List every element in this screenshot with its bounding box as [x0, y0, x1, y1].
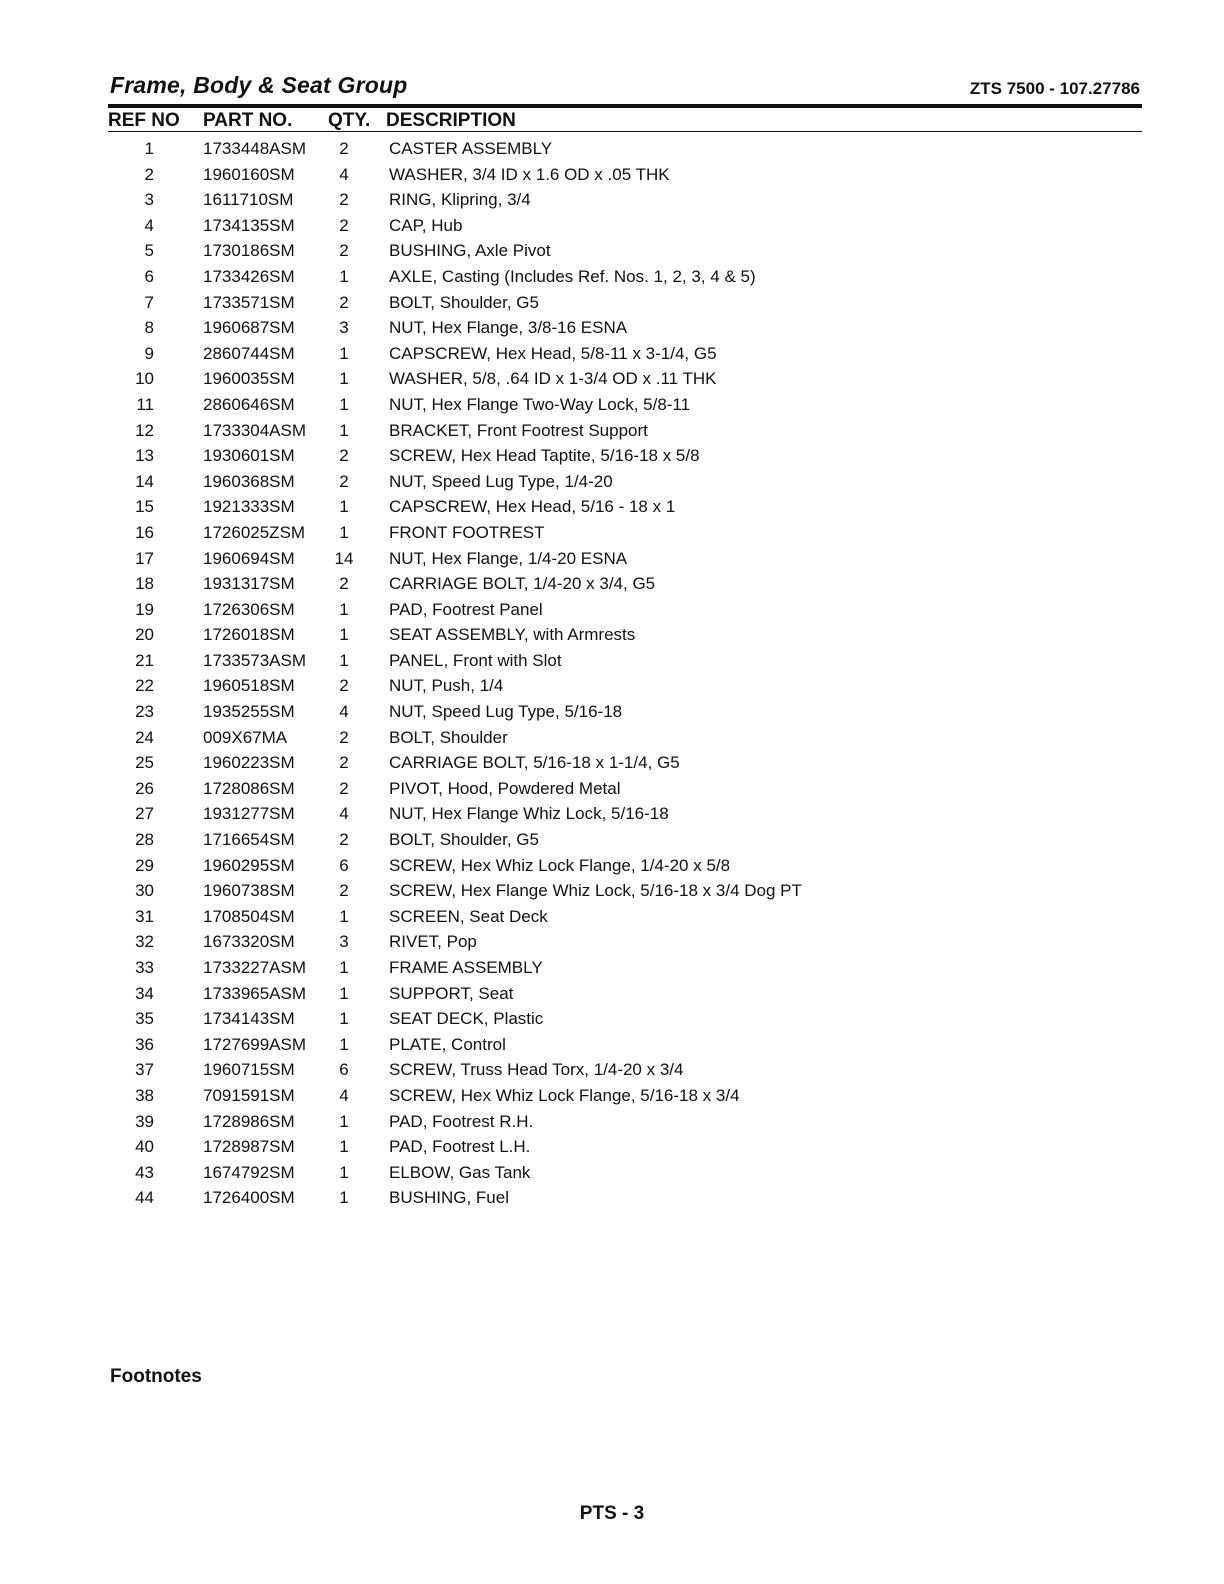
part-no-cell: 1726306SM	[203, 599, 295, 619]
table-row	[0, 546, 1224, 572]
ref-no-cell: 26	[135, 778, 154, 798]
ref-no-cell: 4	[144, 215, 154, 235]
qty-cell: 1	[339, 394, 349, 414]
ref-no-cell: 3	[144, 190, 154, 210]
ref-no-cell: 5	[144, 241, 154, 261]
ref-no-cell: 12	[135, 420, 154, 440]
description-cell: RING, Klipring, 3/4	[389, 190, 531, 210]
ref-no-cell: 39	[135, 1111, 154, 1131]
table-row	[0, 929, 1224, 955]
part-no-cell: 1960687SM	[203, 318, 295, 338]
ref-no-cell: 43	[135, 1162, 154, 1182]
ref-no-cell: 6	[144, 266, 154, 286]
header-divider	[108, 104, 1142, 108]
qty-cell: 1	[339, 522, 349, 542]
description-cell: ELBOW, Gas Tank	[389, 1162, 531, 1182]
table-row	[0, 392, 1224, 418]
ref-no-cell: 20	[135, 625, 154, 645]
table-row	[0, 1185, 1224, 1211]
table-row	[0, 827, 1224, 853]
description-cell: NUT, Hex Flange, 1/4-20 ESNA	[389, 548, 628, 568]
ref-no-cell: 40	[135, 1137, 154, 1157]
table-header-divider	[108, 131, 1142, 132]
qty-cell: 2	[339, 241, 349, 261]
ref-no-cell: 36	[135, 1034, 154, 1054]
col-header-qty: QTY.	[328, 110, 371, 131]
part-no-cell: 2860744SM	[203, 343, 295, 363]
description-cell: PIVOT, Hood, Powdered Metal	[389, 778, 621, 798]
ref-no-cell: 34	[135, 983, 154, 1003]
ref-no-cell: 8	[144, 318, 154, 338]
col-header-ref-no: REF NO	[108, 110, 180, 131]
qty-cell: 2	[339, 139, 349, 158]
table-row	[0, 315, 1224, 341]
description-cell: BUSHING, Fuel	[389, 1188, 509, 1208]
table-row	[0, 750, 1224, 776]
table-row	[0, 597, 1224, 623]
ref-no-cell: 44	[135, 1188, 154, 1208]
description-cell: WASHER, 5/8, .64 ID x 1-3/4 OD x .11 THK	[389, 369, 717, 389]
qty-cell: 2	[339, 830, 349, 850]
ref-no-cell: 9	[144, 343, 154, 363]
qty-cell: 2	[339, 778, 349, 798]
qty-cell: 6	[339, 855, 349, 875]
qty-cell: 1	[339, 1009, 349, 1029]
part-no-cell: 1960368SM	[203, 471, 295, 491]
part-no-cell: 1727699ASM	[203, 1034, 307, 1054]
ref-no-cell: 37	[135, 1060, 154, 1080]
description-cell: CAPSCREW, Hex Head, 5/8-11 x 3-1/4, G5	[389, 343, 717, 363]
part-no-cell: 1728086SM	[203, 778, 295, 798]
description-cell: NUT, Speed Lug Type, 5/16-18	[389, 702, 623, 722]
description-cell: CAPSCREW, Hex Head, 5/16 - 18 x 1	[389, 497, 676, 517]
qty-cell: 2	[339, 292, 349, 312]
part-no-cell: 1733304ASM	[203, 420, 307, 440]
table-row	[0, 622, 1224, 648]
description-cell: CARRIAGE BOLT, 5/16-18 x 1-1/4, G5	[389, 753, 680, 773]
ref-no-cell: 25	[135, 753, 154, 773]
description-cell: PAD, Footrest R.H.	[389, 1111, 534, 1131]
description-cell: SCREW, Hex Head Taptite, 5/16-18 x 5/8	[389, 446, 700, 466]
qty-cell: 2	[339, 753, 349, 773]
model-number: ZTS 7500 - 107.27786	[969, 79, 1140, 98]
qty-cell: 1	[339, 906, 349, 926]
table-row	[0, 904, 1224, 930]
ref-no-cell: 35	[135, 1009, 154, 1029]
ref-no-cell: 1	[144, 139, 154, 158]
qty-cell: 1	[339, 497, 349, 517]
table-row	[0, 801, 1224, 827]
description-cell: BUSHING, Axle Pivot	[389, 241, 551, 261]
qty-cell: 1	[339, 266, 349, 286]
qty-cell: 6	[339, 1060, 349, 1080]
part-no-cell: 1733448ASM	[203, 139, 307, 158]
qty-cell: 1	[339, 1188, 349, 1208]
part-no-cell: 1726025ZSM	[203, 522, 306, 542]
part-no-cell: 1708504SM	[203, 906, 295, 926]
ref-no-cell: 33	[135, 958, 154, 977]
ref-no-cell: 13	[135, 446, 154, 466]
part-no-cell: 1674792SM	[203, 1162, 295, 1182]
table-row	[0, 648, 1224, 674]
qty-cell: 4	[339, 164, 349, 184]
part-no-cell: 1734135SM	[203, 215, 295, 235]
qty-cell: 2	[339, 471, 349, 491]
description-cell: BOLT, Shoulder, G5	[389, 830, 539, 850]
part-no-cell: 1716654SM	[203, 830, 295, 850]
ref-no-cell: 21	[135, 650, 154, 670]
description-cell: NUT, Hex Flange Two-Way Lock, 5/8-11	[389, 394, 691, 414]
qty-cell: 14	[334, 548, 354, 568]
qty-cell: 4	[339, 702, 349, 722]
table-row	[0, 162, 1224, 188]
part-no-cell: 1960223SM	[203, 753, 295, 773]
col-header-part-no: PART NO.	[203, 110, 293, 131]
qty-cell: 1	[339, 1111, 349, 1131]
part-no-cell: 1733965ASM	[203, 983, 307, 1003]
qty-cell: 1	[339, 983, 349, 1003]
description-cell: SUPPORT, Seat	[389, 983, 514, 1003]
table-row	[0, 341, 1224, 367]
part-no-cell: 1935255SM	[203, 702, 295, 722]
table-row	[0, 955, 1224, 981]
description-cell: SCREW, Hex Whiz Lock Flange, 5/16-18 x 3/4	[389, 1085, 740, 1105]
description-cell: BOLT, Shoulder	[389, 727, 508, 747]
qty-cell: 1	[339, 420, 349, 440]
part-no-cell: 1673320SM	[203, 932, 295, 952]
table-row	[0, 264, 1224, 290]
ref-no-cell: 10	[135, 369, 154, 389]
part-no-cell: 1960694SM	[203, 548, 295, 568]
part-no-cell: 7091591SM	[203, 1085, 295, 1105]
qty-cell: 2	[339, 574, 349, 594]
page-number: PTS - 3	[579, 1503, 645, 1524]
description-cell: NUT, Hex Flange Whiz Lock, 5/16-18	[389, 804, 669, 824]
page-title: Frame, Body & Seat Group	[110, 72, 408, 98]
ref-no-cell: 30	[135, 881, 154, 901]
part-no-cell: 1931317SM	[203, 574, 295, 594]
part-no-cell: 1726400SM	[203, 1188, 295, 1208]
description-cell: BOLT, Shoulder, G5	[389, 292, 539, 312]
table-row	[0, 136, 1224, 162]
part-no-cell: 1733227ASM	[203, 958, 307, 977]
part-no-cell: 1733573ASM	[203, 650, 307, 670]
ref-no-cell: 29	[135, 855, 154, 875]
qty-cell: 1	[339, 343, 349, 363]
parts-table	[0, 136, 1224, 1211]
description-cell: SCREW, Hex Whiz Lock Flange, 1/4-20 x 5/8	[389, 855, 731, 875]
description-cell: CARRIAGE BOLT, 1/4-20 x 3/4, G5	[389, 574, 656, 594]
ref-no-cell: 23	[135, 702, 154, 722]
ref-no-cell: 27	[135, 804, 154, 824]
ref-no-cell: 32	[135, 932, 154, 952]
table-row	[0, 1057, 1224, 1083]
qty-cell: 2	[339, 676, 349, 696]
ref-no-cell: 22	[135, 676, 154, 696]
table-row	[0, 1134, 1224, 1160]
table-row	[0, 238, 1224, 264]
ref-no-cell: 11	[136, 394, 154, 414]
qty-cell: 4	[339, 1085, 349, 1105]
description-cell: SEAT ASSEMBLY, with Armrests	[389, 625, 636, 645]
table-row	[0, 571, 1224, 597]
description-cell: PAD, Footrest L.H.	[389, 1137, 531, 1157]
description-cell: FRAME ASSEMBLY	[389, 958, 543, 977]
ref-no-cell: 17	[135, 548, 154, 568]
description-cell: SCREEN, Seat Deck	[389, 906, 548, 926]
table-row	[0, 520, 1224, 546]
table-row	[0, 443, 1224, 469]
qty-cell: 2	[339, 446, 349, 466]
description-cell: SCREW, Hex Flange Whiz Lock, 5/16-18 x 3/4 Dog PT	[389, 881, 802, 901]
part-no-cell: 1960518SM	[203, 676, 295, 696]
description-cell: CASTER ASSEMBLY	[389, 139, 553, 158]
part-no-cell: 1931277SM	[203, 804, 295, 824]
ref-no-cell: 28	[135, 830, 154, 850]
table-row	[0, 494, 1224, 520]
qty-cell: 4	[339, 804, 349, 824]
ref-no-cell: 14	[135, 471, 154, 491]
ref-no-cell: 24	[135, 727, 154, 747]
description-cell: CAP, Hub	[389, 215, 463, 235]
description-cell: PLATE, Control	[389, 1034, 506, 1054]
table-row	[0, 1006, 1224, 1032]
table-row	[0, 1109, 1224, 1135]
part-no-cell: 1734143SM	[203, 1009, 295, 1029]
table-row	[0, 1032, 1224, 1058]
qty-cell: 2	[339, 881, 349, 901]
table-row	[0, 853, 1224, 879]
table-row	[0, 469, 1224, 495]
description-cell: SCREW, Truss Head Torx, 1/4-20 x 3/4	[389, 1060, 684, 1080]
table-row	[0, 366, 1224, 392]
table-row	[0, 418, 1224, 444]
part-no-cell: 1611710SM	[203, 190, 294, 210]
qty-cell: 1	[339, 650, 349, 670]
table-row	[0, 725, 1224, 751]
table-row	[0, 776, 1224, 802]
table-row	[0, 187, 1224, 213]
qty-cell: 1	[339, 958, 349, 977]
part-no-cell: 1728986SM	[203, 1111, 295, 1131]
part-no-cell: 1960715SM	[203, 1060, 295, 1080]
part-no-cell: 1960035SM	[203, 369, 295, 389]
qty-cell: 1	[339, 1137, 349, 1157]
table-row	[0, 1160, 1224, 1186]
col-header-description: DESCRIPTION	[386, 110, 516, 131]
ref-no-cell: 15	[135, 497, 154, 517]
table-row	[0, 878, 1224, 904]
qty-cell: 2	[339, 727, 349, 747]
part-no-cell: 1960160SM	[203, 164, 295, 184]
table-row	[0, 213, 1224, 239]
qty-cell: 1	[339, 599, 349, 619]
description-cell: SEAT DECK, Plastic	[389, 1009, 544, 1029]
table-row	[0, 673, 1224, 699]
table-row	[0, 699, 1224, 725]
table-row	[0, 290, 1224, 316]
qty-cell: 1	[339, 625, 349, 645]
footnotes-heading: Footnotes	[110, 1366, 202, 1387]
qty-cell: 2	[339, 190, 349, 210]
table-row	[0, 1083, 1224, 1109]
description-cell: NUT, Speed Lug Type, 1/4-20	[389, 471, 613, 491]
ref-no-cell: 16	[135, 522, 154, 542]
part-no-cell: 1733426SM	[203, 266, 295, 286]
part-no-cell: 1728987SM	[203, 1137, 295, 1157]
part-no-cell: 009X67MA	[203, 727, 288, 747]
qty-cell: 3	[339, 318, 349, 338]
description-cell: BRACKET, Front Footrest Support	[389, 420, 648, 440]
qty-cell: 1	[339, 1034, 349, 1054]
table-row	[0, 981, 1224, 1007]
part-no-cell: 1726018SM	[203, 625, 295, 645]
qty-cell: 2	[339, 215, 349, 235]
ref-no-cell: 7	[144, 292, 154, 312]
table-header	[108, 110, 1142, 132]
qty-cell: 1	[339, 1162, 349, 1182]
description-cell: WASHER, 3/4 ID x 1.6 OD x .05 THK	[389, 164, 670, 184]
ref-no-cell: 31	[135, 906, 154, 926]
part-no-cell: 1930601SM	[203, 446, 295, 466]
ref-no-cell: 38	[135, 1085, 154, 1105]
qty-cell: 1	[339, 369, 349, 389]
ref-no-cell: 2	[144, 164, 154, 184]
description-cell: NUT, Hex Flange, 3/8-16 ESNA	[389, 318, 628, 338]
ref-no-cell: 19	[135, 599, 154, 619]
description-cell: AXLE, Casting (Includes Ref. Nos. 1, 2, 3, 4 & 5)	[389, 266, 756, 286]
description-cell: NUT, Push, 1/4	[389, 676, 504, 696]
part-no-cell: 1960738SM	[203, 881, 295, 901]
part-no-cell: 1730186SM	[203, 241, 295, 261]
ref-no-cell: 18	[135, 574, 154, 594]
part-no-cell: 2860646SM	[203, 394, 295, 414]
description-cell: PANEL, Front with Slot	[389, 650, 562, 670]
description-cell: FRONT FOOTREST	[389, 522, 545, 542]
part-no-cell: 1733571SM	[203, 292, 295, 312]
description-cell: PAD, Footrest Panel	[389, 599, 543, 619]
part-no-cell: 1921333SM	[203, 497, 295, 517]
description-cell: RIVET, Pop	[389, 932, 477, 952]
qty-cell: 3	[339, 932, 349, 952]
part-no-cell: 1960295SM	[203, 855, 295, 875]
